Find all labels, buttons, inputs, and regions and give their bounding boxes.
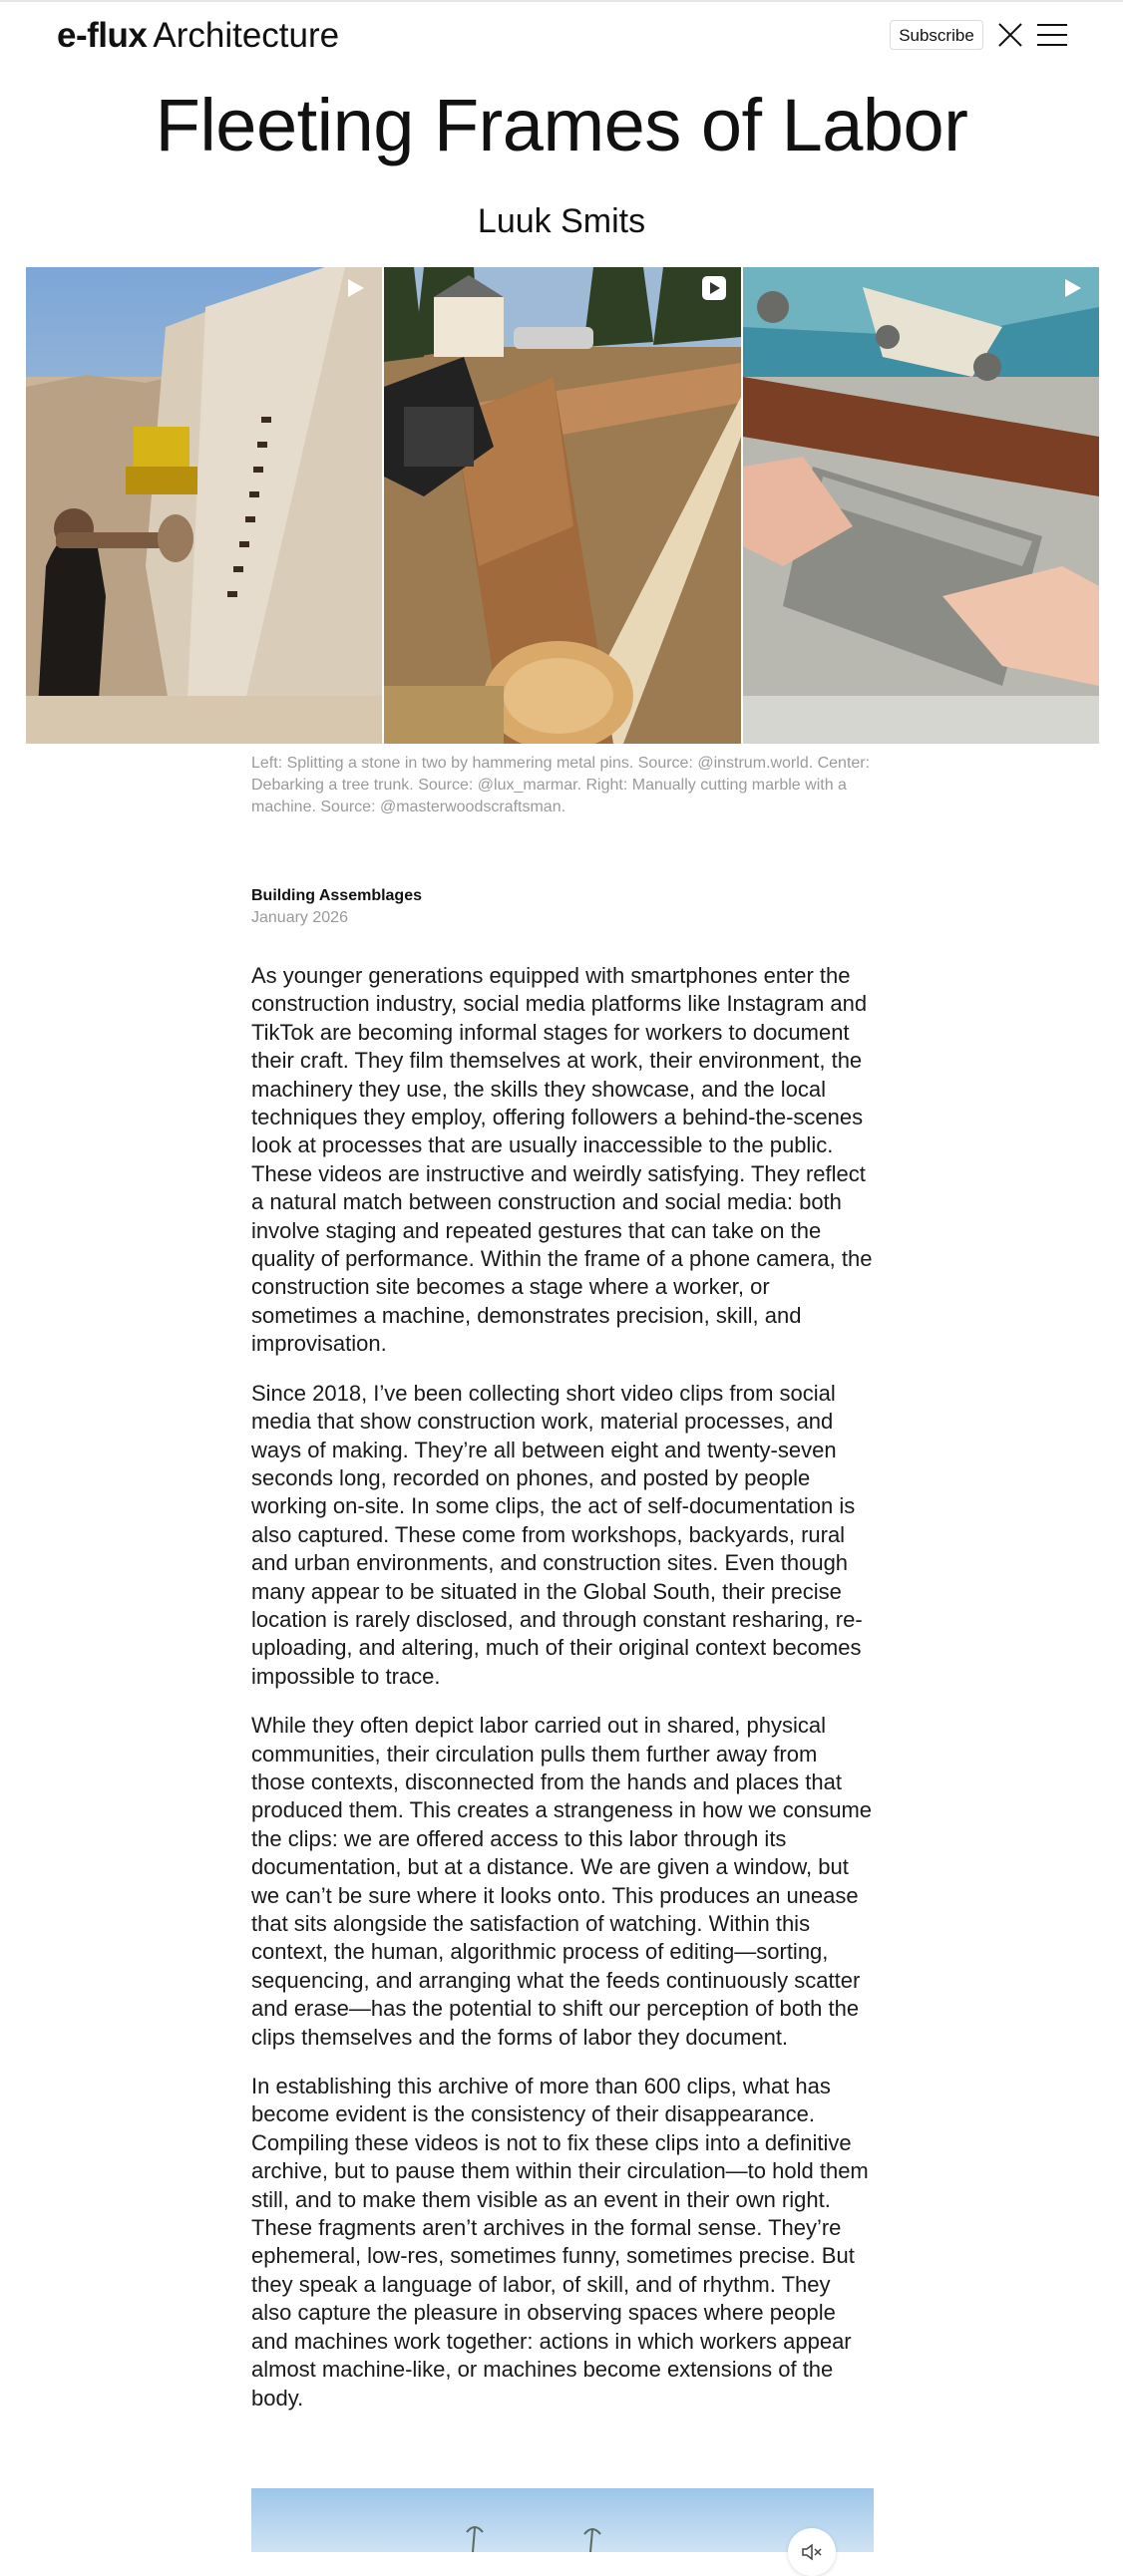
site-header	[0, 0, 1123, 72]
article-meta	[251, 885, 874, 929]
video-panel-trunk[interactable]	[384, 267, 741, 744]
play-icon[interactable]	[1059, 275, 1085, 301]
brand-name[interactable]: e-flux	[57, 16, 148, 55]
tree-debarking-image	[384, 267, 741, 744]
paragraph: Since 2018, I’ve been collecting short video clips from social media that show construction work, material processes, and ways of making. They’re all between eight and twenty-seven seconds long, recorded on phones, and posted by people working on-site. In some clips, the act of self-documentation is also captured. These come from workshops, backyards, rural and urban environments, and construction sites. Even though many appear to be situated in the Global South, their precise location is rarely disclosed, and through constant resharing, re-uploading, and altering, much of their original context becomes impossible to trace.	[251, 1380, 863, 1689]
paragraph: In establishing this archive of more than 600 clips, what has become evident is the consistency of their disappearance. Compiling these videos is not to fix these clips into a definitive archive, but to pause them within their circulation—to hold them still, and to make them visible as an event in their own right. These fragments aren’t archives in the formal sense. They’re ephemeral, low-res, sometimes funny, sometimes precise. But they speak a language of labor, of skill, and of rhythm. They also capture the pleasure in observing spaces where people and machines work together: actions in which workers appear almost machine-like, or machines become extensions of the body.	[251, 2074, 869, 2411]
hero-video-strip	[26, 267, 1099, 744]
mute-button[interactable]	[788, 2528, 836, 2576]
section-name[interactable]: Architecture	[153, 16, 340, 55]
video-panel-stone[interactable]	[26, 267, 382, 744]
publish-date: January 2026	[251, 909, 348, 926]
video-panel-marble[interactable]	[743, 267, 1099, 744]
paragraph: As younger generations equipped with smartphones enter the construction industry, social media platforms like Instagram and TikTok are becoming informal stages for workers to document their craft. They film themselves at work, their environment, the machinery they use, the skills they showcase, and the local techniques they employ, offering followers a behind-the-scenes look at processes that are usually inaccessible to the public. These videos are instructive and weirdly satisfying. They reflect a natural match between construction and social media: both involve staging and repeated gestures that can take on the quality of performance. Within the frame of a phone camera, the construction site becomes a stage where a worker, or sometimes a machine, demonstrates precision, skill, and improvisation.	[251, 963, 873, 1357]
subscribe-button[interactable]: Subscribe	[890, 20, 983, 50]
article-title: Fleeting Frames of Labor	[155, 84, 968, 166]
play-icon[interactable]	[701, 275, 727, 301]
article-author[interactable]: Luuk Smits	[477, 202, 646, 240]
site-logo[interactable]	[57, 16, 339, 56]
inline-video[interactable]	[251, 2488, 874, 2552]
hamburger-menu-icon[interactable]	[1035, 20, 1069, 50]
marble-cutting-image	[743, 267, 1099, 744]
speaker-muted-icon	[800, 2540, 824, 2564]
play-icon[interactable]	[342, 275, 368, 301]
article-body	[251, 962, 876, 2433]
video-still	[251, 2488, 874, 2552]
paragraph: While they often depict labor carried out in shared, physical communities, their circulation pulls them further away from those contexts, disconnected from the hands and places that produced them. This creates a strangeness in how we consume the clips: we are offered access to this labor through its documentation, but at a distance. We are given a window, but we can’t be sure where it looks onto. This produces an unease that sits alongside the satisfaction of watching. Within this context, the human, algorithmic process of editing—sorting, sequencing, and arranging what the feeds continuously scatter and erase—has the potential to shift our perception of both the clips themselves and the forms of labor they document.	[251, 1713, 873, 2050]
image-caption: Left: Splitting a stone in two by hammering metal pins. Source: @instrum.world. Center: Debarking a tree trunk. Source: @lux_marmar. Right: Manually cutting marble with a machine. Source: @masterwoodscraftsman.	[251, 755, 871, 815]
close-icon[interactable]	[995, 20, 1025, 50]
series-link[interactable]: Building Assemblages	[251, 887, 422, 904]
stone-splitting-image	[26, 267, 382, 744]
